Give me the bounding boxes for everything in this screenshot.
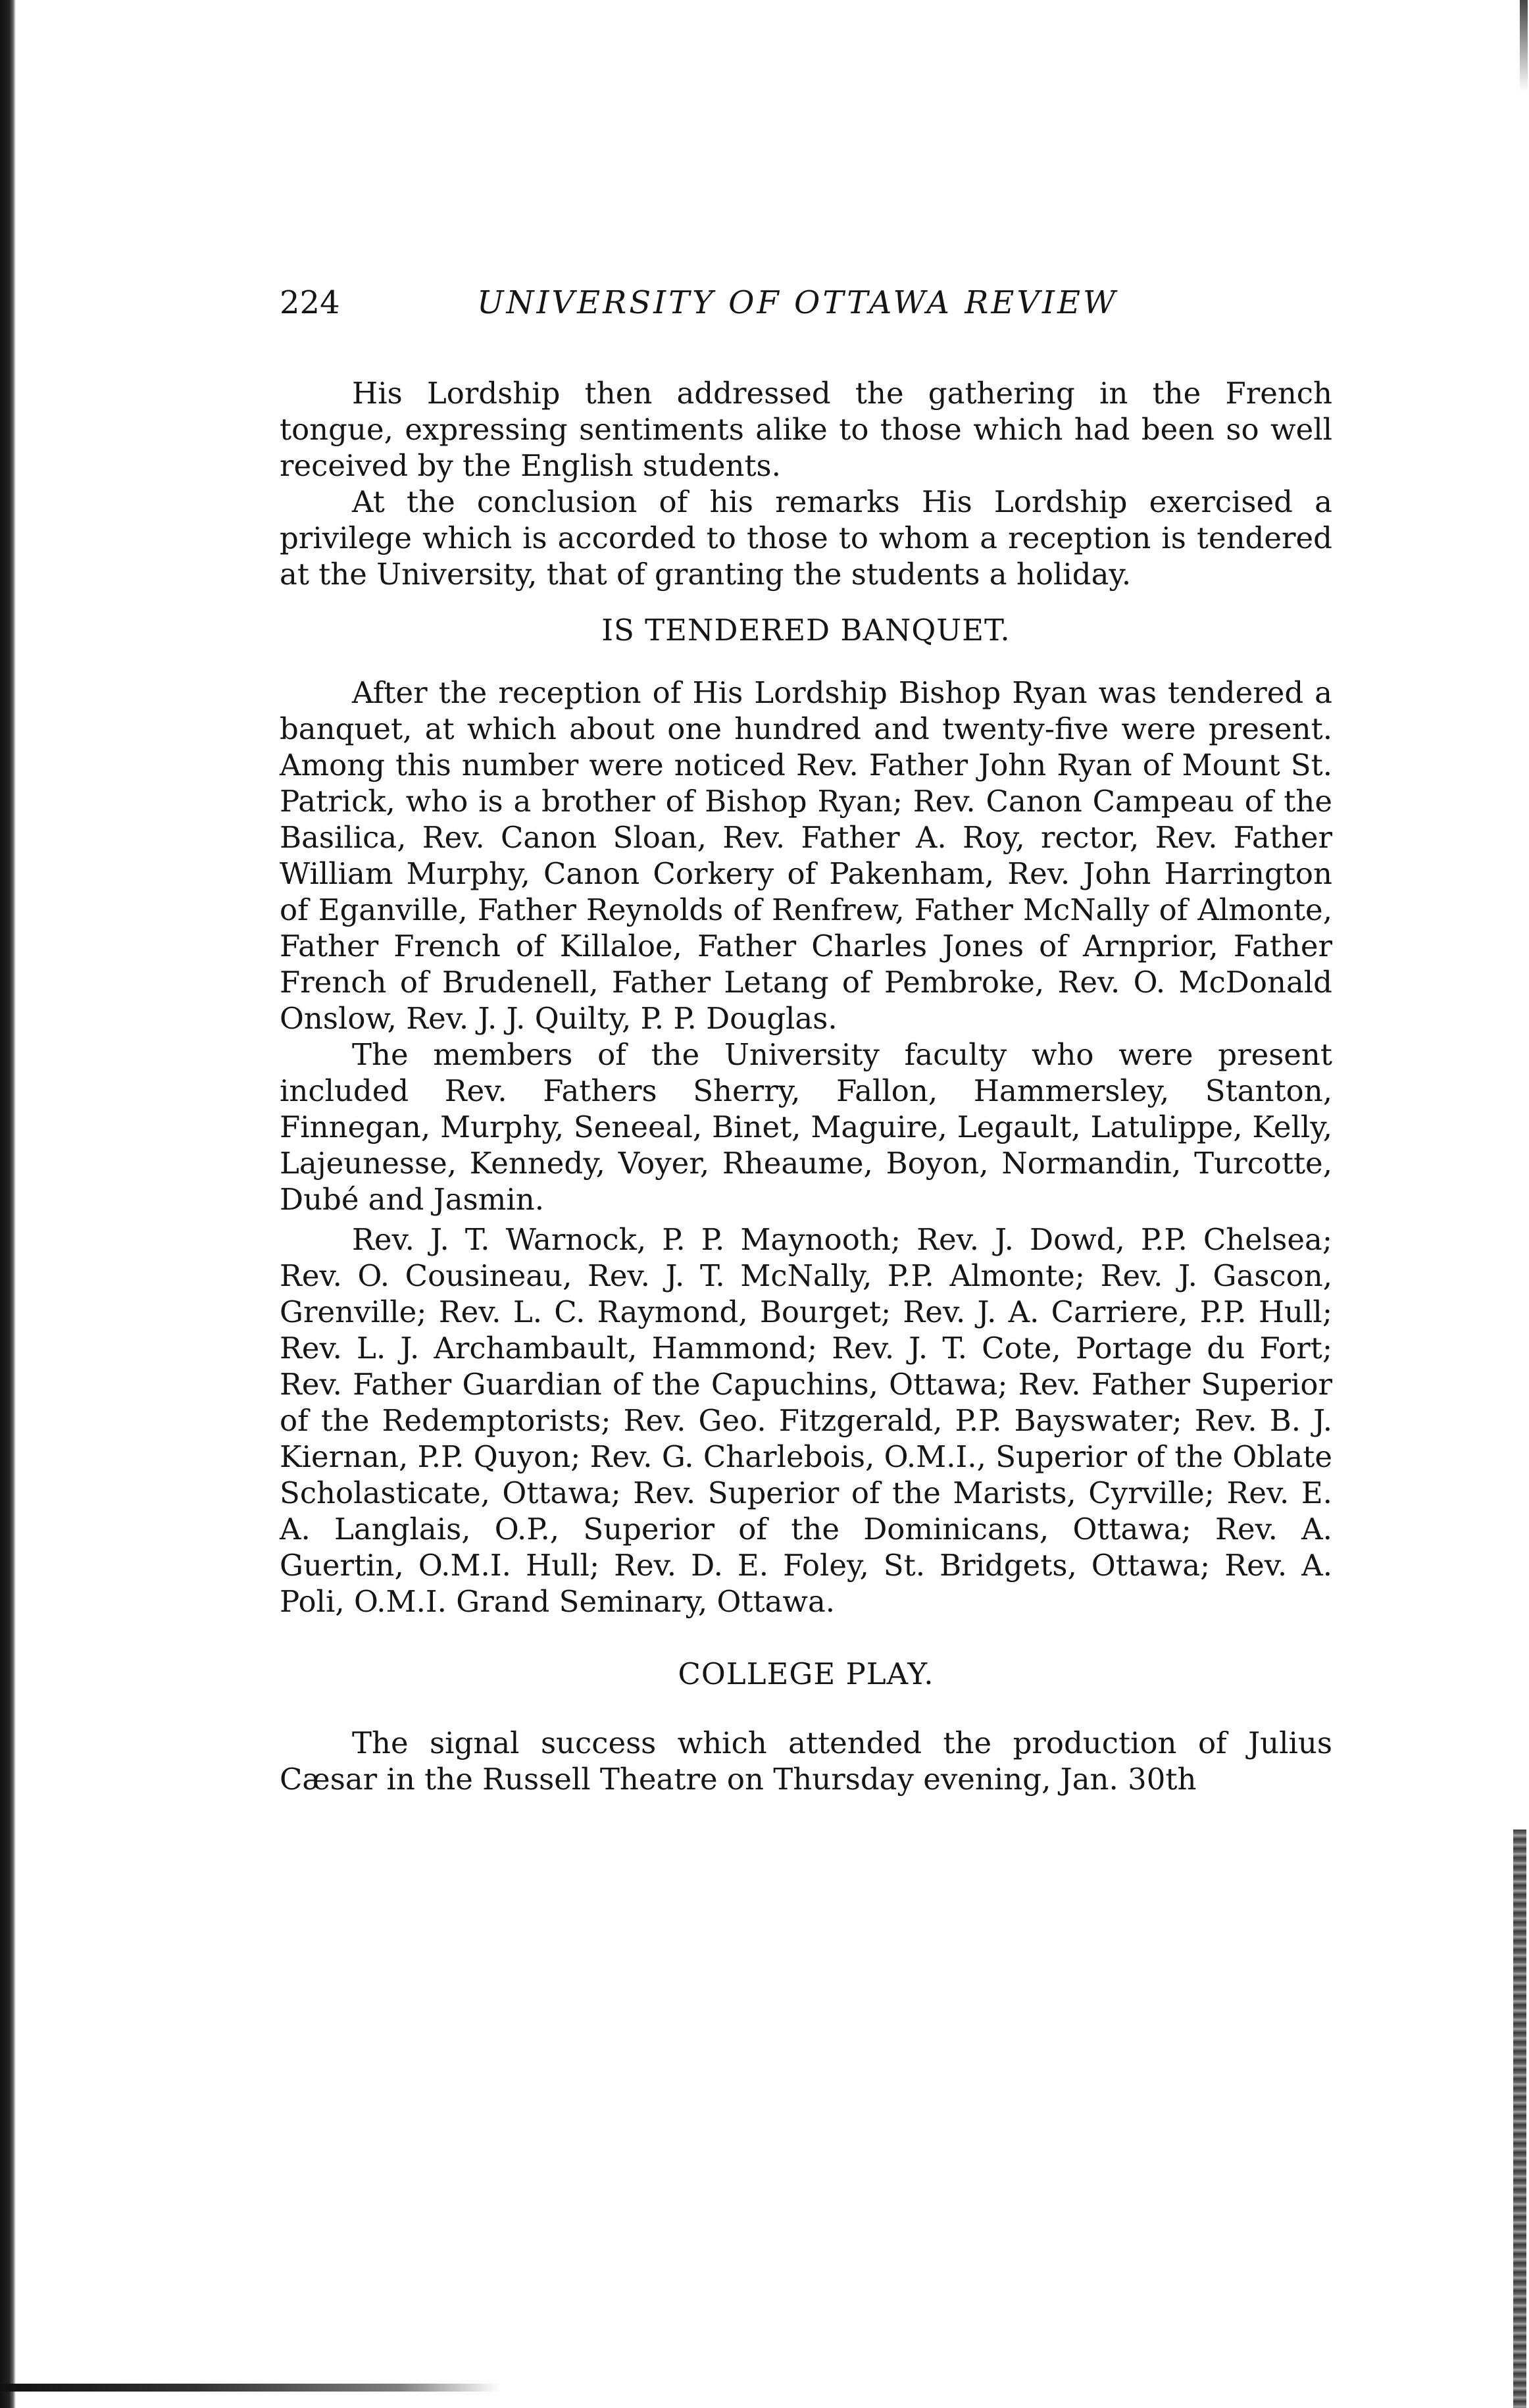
- scan-edge-right: [1513, 1830, 1526, 2408]
- paragraph-french-address: His Lordship then addressed the gathering in the French tongue, expressing sentiments alike to those which had been so well received by the English students.: [280, 376, 1332, 483]
- running-head: [280, 276, 1345, 329]
- binding-shadow-left: [0, 0, 16, 2408]
- scan-edge-right-top: [1520, 0, 1528, 92]
- paragraph-holiday: At the conclusion of his remarks His Lordship exercised a privilege which is accorded to those to whom a reception is tendered at the University, that of granting the students a holiday.: [280, 484, 1332, 592]
- scan-edge-bottom: [0, 2384, 500, 2392]
- section-heading-banquet: IS TENDERED BANQUET.: [601, 613, 1011, 648]
- section-heading-college-play: COLLEGE PLAY.: [678, 1656, 934, 1691]
- paragraph-julius-caesar: The signal success which attended the production of Julius Cæsar in the Russell Theatre on Thursday evening, Jan. 30th: [280, 1726, 1332, 1797]
- page-number: 224: [280, 284, 340, 321]
- paragraph-clergy-list: Rev. J. T. Warnock, P. P. Maynooth; Rev. J. Dowd, P.P. Chelsea; Rev. O. Cousineau, Rev. J. T. McNally, P.P. Almonte; Rev. J. Gascon, Grenville; Rev. L. C. Raymond, Bourget; Rev. J. A. Carriere, P.P. Hull; Rev. L. J. Archambault, Hammond; Rev. J. T. Cote, Portage du Fort; Rev. Father Guardian of the Capuchins, Ottawa; Rev. Father Superior of the Redemptorists; Rev. Geo. Fitzgerald, P.P. Bayswater; Rev. B. J. Kiernan, P.P. Quyon; Rev. G. Charlebois, O.M.I., Superior of the Oblate Scholasticate, Ottawa; Rev. Superior of the Marists, Cyrville; Rev. E. A. Langlais, O.P., Superior of the Dominicans, Ottawa; Rev. A. Guertin, O.M.I. Hull; Rev. D. E. Foley, St. Bridgets, Ottawa; Rev. A. Poli, O.M.I. Grand Seminary, Ottawa.: [280, 1222, 1332, 1619]
- paragraph-faculty-present: The members of the University faculty who were present included Rev. Fathers Sherry, Fallon, Hammersley, Stanton, Finnegan, Murphy, Seneeal, Binet, Maguire, Legault, Latulippe, Kelly, Lajeunesse, Kennedy, Voyer, Rheaume, Boyon, Normandin, Turcotte, Dubé and Jasmin.: [280, 1037, 1332, 1217]
- article-body: [280, 375, 1332, 1797]
- journal-title: UNIVERSITY OF OTTAWA REVIEW: [477, 284, 1118, 321]
- paragraph-banquet-guests: After the reception of His Lordship Bishop Ryan was tendered a banquet, at which about one hundred and twenty-five were present. Among this number were noticed Rev. Father John Ryan of Mount St. Patrick, who is a brother of Bishop Ryan; Rev. Canon Campeau of the Basilica, Rev. Canon Sloan, Rev. Father A. Roy, rector, Rev. Father William Murphy, Canon Corkery of Pakenham, Rev. John Harrington of Eganville, Father Reynolds of Renfrew, Father McNally of Almonte, Father French of Killaloe, Father Charles Jones of Arnprior, Father French of Brudenell, Father Letang of Pembroke, Rev. O. McDonald Onslow, Rev. J. J. Quilty, P. P. Douglas.: [280, 675, 1332, 1036]
